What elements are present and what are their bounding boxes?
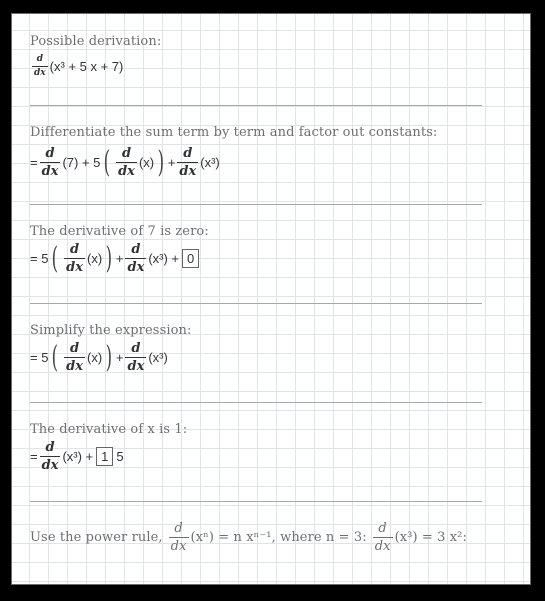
derivative-operator: $\frac{d}{dx}$ bbox=[41, 146, 59, 179]
step-differentiate-sum bbox=[30, 125, 482, 180]
derivative-operator: $\frac{d}{dx}$ bbox=[34, 54, 46, 78]
step-expression: = 5 ( $\frac{d}{dx}$ (x) ) + $\frac{d}{dx}$ (x³) bbox=[30, 339, 168, 375]
derivative-operator: $\frac{d}{dx}$ bbox=[179, 146, 197, 179]
step-derivative-of-x bbox=[30, 422, 482, 473]
step-expression: = $\frac{d}{dx}$ (7) + 5 ( $\frac{d}{dx}$ (x) ) + $\frac{d}{dx}$ (x³) bbox=[30, 144, 220, 180]
step-power-rule bbox=[30, 522, 482, 553]
divider bbox=[30, 303, 482, 304]
step-expression bbox=[30, 55, 123, 78]
step-caption: Possible derivation: bbox=[30, 34, 162, 49]
step-possible-derivation bbox=[30, 34, 482, 78]
result-box: 1 bbox=[96, 447, 113, 466]
derivative-operator: $\frac{d}{dx}$ bbox=[127, 242, 145, 275]
divider bbox=[30, 204, 482, 205]
derivative-operator: $\frac{d}{dx}$ bbox=[127, 341, 145, 374]
divider bbox=[30, 501, 482, 502]
step-derivative-of-seven bbox=[30, 224, 482, 276]
derivative-operator: $\frac{d}{dx}$ bbox=[170, 521, 187, 554]
derivative-operator: $\frac{d}{dx}$ bbox=[66, 242, 83, 275]
step-expression: = 5 ( $\frac{d}{dx}$ (x) ) + $\frac{d}{dx}$ (x³) + 0 bbox=[30, 243, 202, 274]
expression-text: (x³ + 5 x + 7) bbox=[49, 59, 124, 74]
derivative-operator: $\frac{d}{dx}$ bbox=[374, 521, 391, 554]
divider bbox=[30, 105, 482, 106]
step-caption: Simplify the expression: bbox=[30, 323, 192, 338]
derivative-operator: $\frac{d}{dx}$ bbox=[118, 146, 135, 179]
result-box: 0 bbox=[182, 249, 199, 268]
step-caption: The derivative of 7 is zero: bbox=[30, 224, 209, 239]
step-caption: Differentiate the sum term by term and factor out constants: bbox=[30, 125, 438, 140]
step-caption: The derivative of x is 1: bbox=[30, 422, 188, 437]
divider bbox=[30, 402, 482, 403]
step-expression: = $\frac{d}{dx}$ (x³) + 1 5 bbox=[30, 440, 124, 473]
derivation-panel bbox=[11, 13, 531, 585]
step-simplify bbox=[30, 323, 482, 375]
derivative-operator: $\frac{d}{dx}$ bbox=[66, 341, 83, 374]
derivative-operator: $\frac{d}{dx}$ bbox=[41, 440, 59, 473]
step-caption: Use the power rule, $\frac{d}{dx}$ (xⁿ) = n xⁿ⁻¹, where n = 3: $\frac{d}{dx}$ (x³) = 3 x²: bbox=[30, 521, 467, 554]
